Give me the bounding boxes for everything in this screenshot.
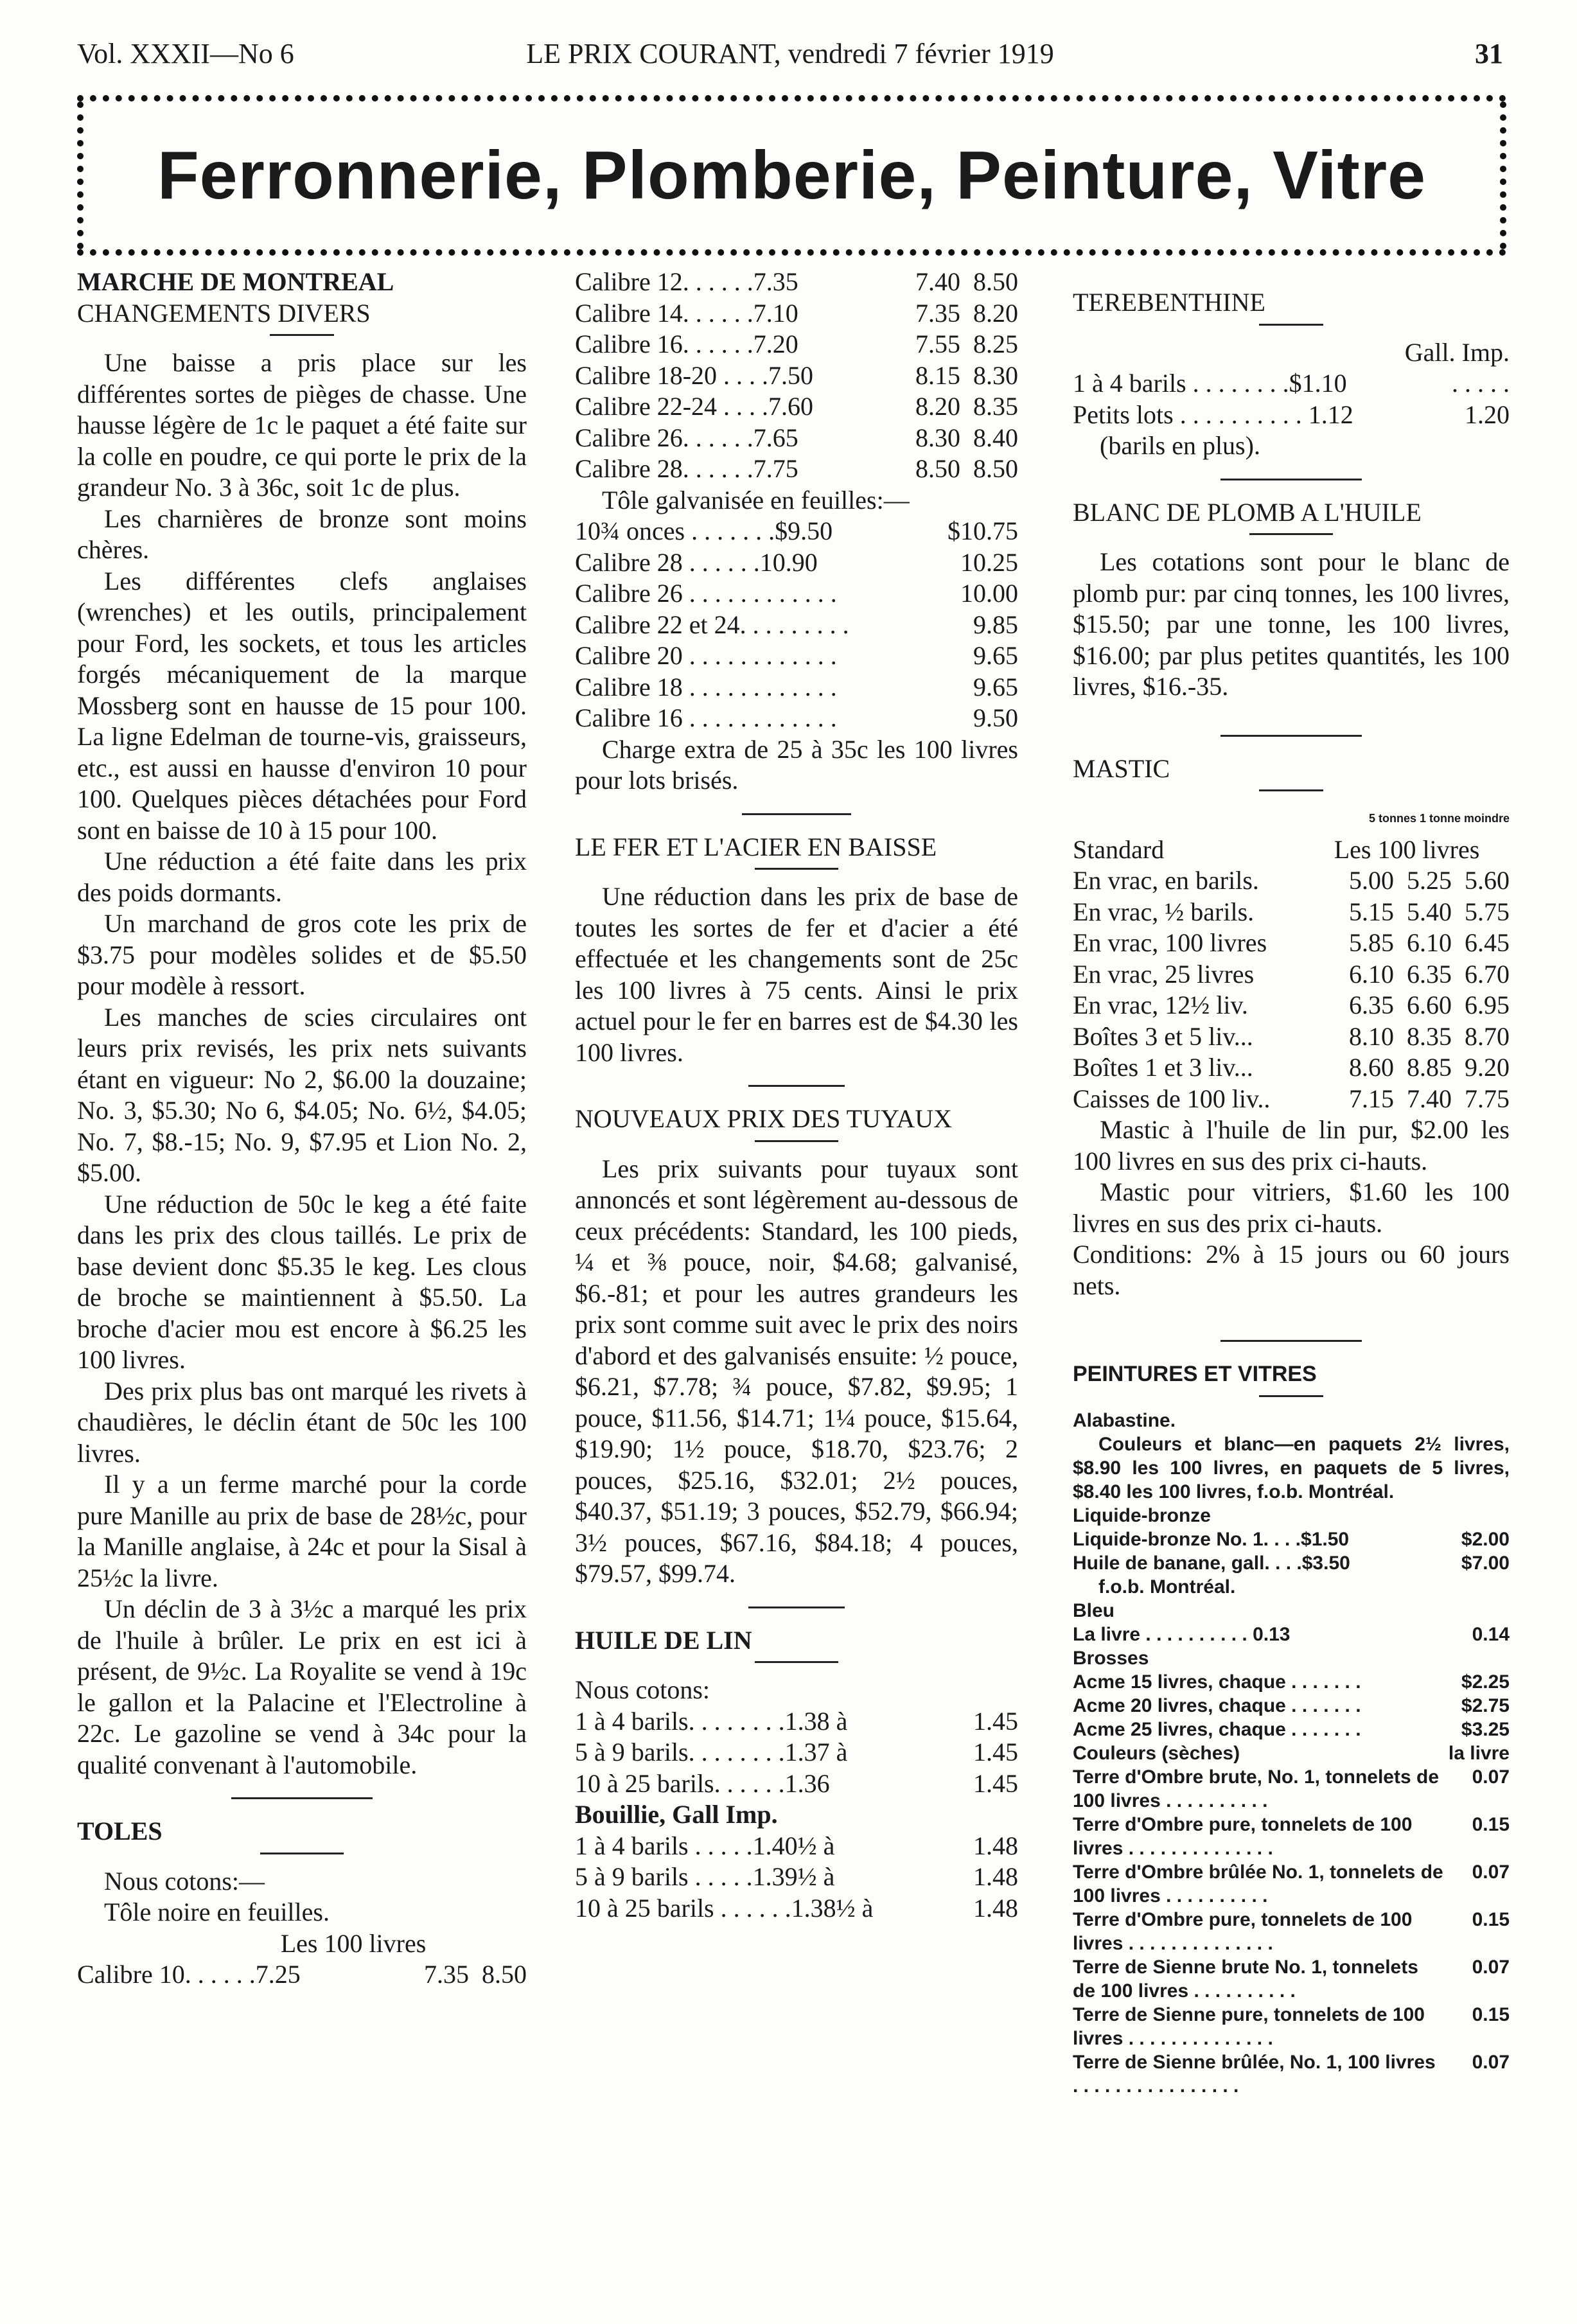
row-label: 10¾ onces . . . . . . .$9.50	[575, 516, 833, 545]
mastic-standard: Standard Les 100 livres	[1073, 834, 1480, 864]
row-value: 9.65	[973, 641, 1018, 670]
row-value: $2.25	[1461, 1671, 1510, 1693]
heading-tuyaux: NOUVEAUX PRIX DES TUYAUX	[575, 1104, 953, 1133]
row-value: 5.40	[1407, 897, 1452, 926]
price-row	[575, 1706, 1018, 1738]
divider	[755, 1140, 838, 1142]
paragraph: Un déclin de 3 à 3½c a marqué les prix de l'huile à brûler. Le prix en est ici à présent, de 9½c. La Royalite se vend à 19c le gallon et la Palacine et l'Electroline à 22c. Le gazoline se vend à 34c pour la qualité convenant à l'automobile.	[77, 1594, 527, 1779]
galv-note: Charge extra de 25 à 35c les 100 livres pour lots brisés.	[575, 734, 1018, 795]
row-value: 6.35	[1407, 959, 1452, 989]
row-label: 1 à 4 barils. . . . . . . .1.38 à	[575, 1706, 848, 1736]
price-row	[575, 1862, 1018, 1893]
mastic-note-1: Mastic à l'huile de lin pur, $2.00 les 100 livres en sus des prix ci-hauts.	[1073, 1115, 1510, 1175]
price-row	[1073, 1813, 1510, 1860]
row-value: $2.00	[1461, 1528, 1510, 1550]
row-value: 0.07	[1472, 2051, 1510, 2073]
price-row	[1073, 928, 1510, 959]
row-label: Liquide-bronze No. 1. . . .$1.50	[1073, 1528, 1350, 1550]
price-row	[1073, 1718, 1510, 1741]
row-value: 8.10	[1349, 1021, 1394, 1051]
row-value: 1.48	[973, 1893, 1018, 1923]
row-value: 1.45	[973, 1706, 1018, 1736]
volume-number: Vol. XXXII—No 6	[77, 38, 294, 69]
price-row	[575, 578, 1018, 610]
row-value: 8.35	[973, 392, 1018, 421]
paragraph: Une réduction a été faite dans les prix des poids dormants.	[77, 847, 527, 907]
row-label: Petits lots . . . . . . . . . . 1.12	[1073, 400, 1353, 429]
price-row	[575, 1768, 1018, 1800]
divider	[260, 1853, 344, 1854]
row-label: En vrac, en barils.	[1073, 866, 1259, 895]
price-row	[1073, 1551, 1510, 1575]
price-row	[575, 672, 1018, 703]
row-value: 7.40	[1407, 1084, 1452, 1113]
row-value: 6.70	[1465, 959, 1510, 989]
row-value: 7.15	[1349, 1084, 1394, 1113]
row-label: Huile de banane, gall. . . .$3.50	[1073, 1552, 1350, 1574]
row-value: 8.25	[973, 330, 1018, 358]
divider	[1259, 324, 1323, 326]
price-row	[575, 610, 1018, 641]
divider	[1259, 1395, 1323, 1397]
row-value: 0.07	[1472, 1861, 1510, 1883]
divider	[755, 1661, 838, 1663]
row-label: Calibre 16 . . . . . . . . . . . .	[575, 703, 837, 732]
price-row	[1073, 865, 1510, 897]
ter-note: (barils en plus).	[1100, 431, 1260, 460]
row-label: Calibre 16. . . . . .7.20	[575, 330, 798, 358]
row-value: 8.40	[973, 423, 1018, 452]
row-value: 0.15	[1472, 1908, 1510, 1930]
price-row: Calibre 10. . . . . .7.25 7.35 8.50	[77, 1960, 527, 1989]
row-value: 8.50	[973, 454, 1018, 483]
row-value: 10.00	[960, 579, 1018, 608]
mastic-column-heads: 5 tonnes 1 tonne moindre	[1368, 812, 1510, 825]
row-label: Caisses de 100 liv..	[1073, 1084, 1271, 1113]
row-label: En vrac, ½ barils.	[1073, 897, 1255, 926]
subheading: Alabastine.	[1073, 1409, 1176, 1431]
row-value: 0.07	[1472, 1766, 1510, 1788]
row-label: Terre de Sienne brute No. 1, tonnelets de 100 livres . . . . . . . . . .	[1073, 1956, 1418, 2002]
row-value: $7.00	[1461, 1552, 1510, 1574]
paragraph: Une baisse a pris place sur les différentes sortes de pièges de chasse. Une hausse légère de 1c le paquet a été faite sur la colle en poudre, ce qui porte le prix de la grandeur No. 3 à 36c, soit 1c de plus.	[77, 348, 527, 502]
price-row	[1073, 897, 1510, 928]
price-row	[1073, 1908, 1510, 1955]
row-value: 5.25	[1407, 866, 1452, 895]
row-value: 6.45	[1465, 928, 1510, 957]
mastic-conditions: Conditions: 2% à 15 jours ou 60 jours nets.	[1073, 1240, 1510, 1300]
divider	[1220, 735, 1362, 737]
row-value: 5.15	[1349, 897, 1394, 926]
row-label: Terre d'Ombre brûlée No. 1, tonnelets de 100 livres . . . . . . . . . .	[1073, 1861, 1443, 1906]
row-label: 10 à 25 barils . . . . . .1.38½ à	[575, 1893, 874, 1923]
subheading: Liquide-bronze	[1073, 1504, 1211, 1526]
price-row	[1073, 1955, 1510, 2003]
column-3	[1073, 267, 1510, 2098]
row-label: Terre d'Ombre pure, tonnelets de 100 livres . . . . . . . . . . . . . .	[1073, 1908, 1413, 1954]
price-row	[1073, 2050, 1510, 2098]
price-row	[1073, 990, 1510, 1021]
price-row	[575, 516, 1018, 547]
price-row	[1073, 1084, 1510, 1115]
row-value: 8.50	[915, 454, 960, 483]
row-label: Calibre 22 et 24. . . . . . . . .	[575, 610, 849, 639]
row-label: Couleurs (sèches)	[1073, 1742, 1240, 1764]
price-row	[575, 703, 1018, 734]
row-value: 10.25	[960, 547, 1018, 577]
column-1	[77, 267, 527, 1991]
divider	[1249, 533, 1333, 535]
row-value: 8.35	[1407, 1021, 1452, 1051]
row-label: Boîtes 1 et 3 liv...	[1073, 1053, 1253, 1082]
price-row	[1073, 1527, 1510, 1551]
toles-intro: Nous cotons:—	[104, 1866, 265, 1896]
row-label: Terre de Sienne pure, tonnelets de 100 livres . . . . . . . . . . . . . .	[1073, 2003, 1425, 2049]
row-label: Terre d'Ombre pure, tonnelets de 100 livres . . . . . . . . . . . . . .	[1073, 1813, 1413, 1859]
row-label: Calibre 26. . . . . .7.65	[575, 423, 798, 452]
fer-text: Une réduction dans les prix de base de toutes les sortes de fer et d'acier a été effectuée et les changements sont de 25c les 100 livres à 75 cents. Ainsi le prix actuel pour le fer en barres est de $4.30 les 100 livres.	[575, 882, 1018, 1067]
row-label: En vrac, 12½ liv.	[1073, 990, 1248, 1019]
paragraph: Il y a un ferme marché pour la corde pure Manille au prix de base de 28½c, pour la Manille anglaise, à 24c et pour la Sisal à 25½c la livre.	[77, 1470, 527, 1592]
row-value: 1.48	[973, 1862, 1018, 1891]
plomb-text: Les cotations sont pour le blanc de plomb pur: par cinq tonnes, les 100 livres, $15.50; par une tonne, les 100 livres, $16.00; par plus petites quantités, les 100 livres, $16.-35.	[1073, 547, 1510, 701]
row-value: 6.60	[1407, 990, 1452, 1019]
row-value: 9.85	[973, 610, 1018, 639]
row-value: 8.30	[915, 423, 960, 452]
paragraph: Couleurs et blanc—en paquets 2½ livres, $8.90 les 100 livres, en paquets de 5 livres, $8.40 les 100 livres, f.o.b. Montréal.	[1073, 1433, 1510, 1502]
row-label: Boîtes 3 et 5 liv...	[1073, 1021, 1253, 1051]
column-2	[575, 267, 1018, 1924]
heading-peintures: PEINTURES ET VITRES	[1073, 1362, 1317, 1386]
row-label: En vrac, 25 livres	[1073, 959, 1255, 989]
journal-date: LE PRIX COURANT, vendredi 7 février 1919	[526, 38, 1054, 69]
row-value: 8.70	[1465, 1021, 1510, 1051]
row-value: 6.95	[1465, 990, 1510, 1019]
article-body	[77, 348, 527, 1781]
price-row	[1073, 1741, 1510, 1765]
heading-terebenthine: TEREBENTHINE	[1073, 288, 1265, 317]
row-value: 7.75	[1465, 1084, 1510, 1113]
row-value: 8.15	[915, 360, 960, 390]
divider	[748, 1085, 845, 1087]
price-row	[1073, 1694, 1510, 1718]
peintures-list	[1073, 1409, 1510, 2098]
page-number: 31	[1475, 38, 1503, 69]
paragraph: Des prix plus bas ont marqué les rivets à chaudières, le déclin étant de 50c les 100 livres.	[77, 1376, 527, 1468]
terebenthine-table	[1073, 368, 1510, 430]
row-label: 1 à 4 barils . . . . .1.40½ à	[575, 1831, 835, 1860]
bouillie-table	[575, 1831, 1018, 1924]
ter-unit: Gall. Imp.	[1404, 337, 1510, 367]
heading-marche: MARCHE DE MONTREAL	[77, 267, 394, 296]
mastic-table	[1073, 865, 1510, 1114]
running-header	[77, 37, 1503, 76]
divider	[231, 1797, 373, 1799]
divider	[1220, 479, 1362, 480]
bouillie-heading: Bouillie, Gall Imp.	[575, 1800, 778, 1829]
row-value: 1.45	[973, 1738, 1018, 1766]
row-value: 9.65	[973, 672, 1018, 701]
row-label: Terre de Sienne brûlée, No. 1, 100 livres . . . . . . . . . . . . . . . .	[1073, 2051, 1436, 2097]
heading-fer: LE FER ET L'ACIER EN BAISSE	[575, 832, 937, 861]
price-row	[1073, 400, 1510, 431]
row-label: 5 à 9 barils. . . . . . . .1.37 à	[575, 1738, 848, 1766]
divider	[1220, 1340, 1362, 1342]
row-value: 5.00	[1349, 866, 1394, 895]
row-value: 8.30	[973, 360, 1018, 390]
row-value: 8.50	[973, 267, 1018, 296]
row-label: Calibre 22-24 . . . .7.60	[575, 392, 814, 421]
price-row	[575, 547, 1018, 579]
toles-unit: Les 100 livres	[280, 1928, 427, 1958]
row-value: $10.75	[947, 516, 1018, 545]
row-label: Acme 25 livres, chaque . . . . . . .	[1073, 1718, 1361, 1740]
paragraph: Un marchand de gros cote les prix de $3.75 pour modèles solides et de $5.50 pour modèle à ressort.	[77, 909, 527, 1000]
row-value: 5.85	[1349, 928, 1394, 957]
divider	[755, 868, 838, 870]
row-value: 7.35	[915, 298, 960, 328]
price-row	[575, 360, 1018, 392]
row-value: 6.10	[1407, 928, 1452, 957]
row-label: Calibre 18 . . . . . . . . . . . .	[575, 672, 837, 701]
heading-mastic: MASTIC	[1073, 753, 1170, 783]
paragraph: Une réduction de 50c le keg a été faite dans les prix des clous taillés. Le prix de base devient donc $5.35 le keg. Les clous de broche se maintiennent à $5.50. La broche d'acier mou est encore à $6.25 les 100 livres.	[77, 1189, 527, 1374]
price-row	[575, 267, 1018, 298]
divider	[270, 334, 334, 336]
row-value: 8.20	[973, 298, 1018, 328]
row-label: Calibre 20 . . . . . . . . . . . .	[575, 641, 837, 670]
price-row	[575, 640, 1018, 672]
tuyaux-text: Les prix suivants pour tuyaux sont annoncés et sont légèrement au-dessous de ceux précédents: Standard, les 100 pieds, ¼ et ⅜ pouce, noir, $4.68; galvanisé, $6.-81; et pour les autres grandeurs les prix sont comme suit avec le prix des noirs d'abord et des galvanisés ensuite: ½ pouce, $6.21, $7.78; ¾ pouce, $7.82, $9.95; 1 pouce, $11.56, $14.71; 1¼ pouce, $15.64, $19.90; 1½ pouce, $18.70, $23.76; 2 pouces, $25.16, $32.01; 2½ pouces, $40.37, $51.19; 3 pouces, $52.79, $66.94; 3½ pouces, $67.16, $84.18; 4 pouces, $79.57, $99.74.	[575, 1154, 1018, 1588]
lin-table	[575, 1706, 1018, 1800]
lin-intro: Nous cotons:	[575, 1675, 710, 1704]
price-row	[575, 423, 1018, 454]
row-value: 0.15	[1472, 2003, 1510, 2025]
paragraph: f.o.b. Montréal.	[1098, 1576, 1236, 1598]
price-row	[1073, 1670, 1510, 1694]
price-row	[1073, 1052, 1510, 1084]
price-row	[1073, 959, 1510, 990]
row-value: 0.14	[1472, 1623, 1510, 1645]
heading-huile-lin: HUILE DE LIN	[575, 1625, 752, 1655]
paragraph: Les charnières de bronze sont moins chères.	[77, 504, 527, 564]
subheading: Bleu	[1073, 1599, 1115, 1621]
row-value: 0.07	[1472, 1956, 1510, 1978]
row-label: Calibre 14. . . . . .7.10	[575, 298, 798, 328]
section-title: Ferronnerie, Plomberie, Peinture, Vitre	[157, 137, 1427, 213]
price-row	[575, 298, 1018, 330]
row-value: 1.45	[973, 1768, 1018, 1798]
row-label: Calibre 28. . . . . .7.75	[575, 454, 798, 483]
price-row	[575, 391, 1018, 423]
row-value: 8.20	[915, 392, 960, 421]
price-row	[575, 1831, 1018, 1862]
row-value: $2.75	[1461, 1695, 1510, 1716]
price-row	[1073, 2003, 1510, 2050]
mastic-note-2: Mastic pour vitriers, $1.60 les 100 livres en sus des prix ci-hauts.	[1073, 1177, 1510, 1238]
price-row	[1073, 1021, 1510, 1053]
row-value: 6.35	[1349, 990, 1394, 1019]
galv-heading: Tôle galvanisée en feuilles:—	[602, 485, 910, 515]
row-label: 10 à 25 barils. . . . . .1.36	[575, 1768, 830, 1798]
price-row	[1073, 1860, 1510, 1908]
row-label: En vrac, 100 livres	[1073, 928, 1267, 957]
price-row	[1073, 368, 1510, 400]
heading-toles: TOLES	[77, 1817, 163, 1845]
row-value: 7.40	[915, 267, 960, 296]
subheading: Brosses	[1073, 1647, 1149, 1669]
price-row	[575, 329, 1018, 360]
price-row	[575, 453, 1018, 485]
price-row	[575, 1893, 1018, 1924]
row-value: . . . . .	[1452, 369, 1510, 398]
price-row	[1073, 1765, 1510, 1813]
row-label: 1 à 4 barils . . . . . . . .$1.10	[1073, 369, 1347, 398]
row-label: La livre . . . . . . . . . . 0.13	[1073, 1623, 1291, 1645]
row-value: $3.25	[1461, 1718, 1510, 1740]
heading-blanc-plomb: BLANC DE PLOMB A L'HUILE	[1073, 497, 1422, 527]
section-banner	[77, 95, 1506, 256]
calibre-table	[575, 267, 1018, 485]
row-value: 5.75	[1465, 897, 1510, 926]
row-value: la livre	[1448, 1742, 1510, 1764]
row-value: 5.60	[1465, 866, 1510, 895]
row-label: Acme 15 livres, chaque . . . . . . .	[1073, 1671, 1361, 1693]
row-value: 9.50	[973, 703, 1018, 732]
row-label: Calibre 28 . . . . . .10.90	[575, 547, 818, 577]
row-label: Terre d'Ombre brute, No. 1, tonnelets de 100 livres . . . . . . . . . .	[1073, 1766, 1440, 1811]
divider	[742, 813, 851, 815]
divider	[748, 1607, 845, 1608]
row-label: Calibre 26 . . . . . . . . . . . .	[575, 579, 837, 608]
paragraph: Les manches de scies circulaires ont leurs prix revisés, les prix nets suivants étant en vigueur: No 2, $6.00 la douzaine; No. 3, $5.30; No 6, $4.05; No. 6½, $4.05; No. 7, $8.-15; No. 9, $7.95 et Lion No. 2, $5.00.	[77, 1002, 527, 1187]
row-value: 7.55	[915, 330, 960, 358]
row-value: 9.20	[1465, 1053, 1510, 1082]
toles-sub: Tôle noire en feuilles.	[104, 1897, 330, 1926]
price-row	[1073, 1623, 1510, 1646]
row-value: 1.48	[973, 1831, 1018, 1860]
galv-table	[575, 516, 1018, 734]
paragraph: Les différentes clefs anglaises (wrenches) et les outils, principalement pour Ford, les sockets, et tous les articles forgés mécaniquement de la marque Mossberg sont en hausse de 15 pour 100. La ligne Edelman de tourne-vis, graisseurs, etc., est aussi en hausse d'environ 10 pour 100. Quelques pièces détachées pour Ford sont en baisse de 10 à 15 pour 100.	[77, 566, 527, 845]
row-label: Calibre 12. . . . . .7.35	[575, 267, 798, 296]
heading-changements: CHANGEMENTS DIVERS	[77, 298, 371, 328]
row-label: Acme 20 livres, chaque . . . . . . .	[1073, 1695, 1361, 1716]
divider	[1259, 789, 1323, 791]
row-value: 8.85	[1407, 1053, 1452, 1082]
row-value: 6.10	[1349, 959, 1394, 989]
row-value: 8.60	[1349, 1053, 1394, 1082]
price-row	[575, 1737, 1018, 1768]
row-value: 1.20	[1465, 400, 1510, 429]
row-label: 5 à 9 barils . . . . .1.39½ à	[575, 1862, 835, 1891]
row-label: Calibre 18-20 . . . .7.50	[575, 360, 814, 390]
row-value: 0.15	[1472, 1813, 1510, 1835]
